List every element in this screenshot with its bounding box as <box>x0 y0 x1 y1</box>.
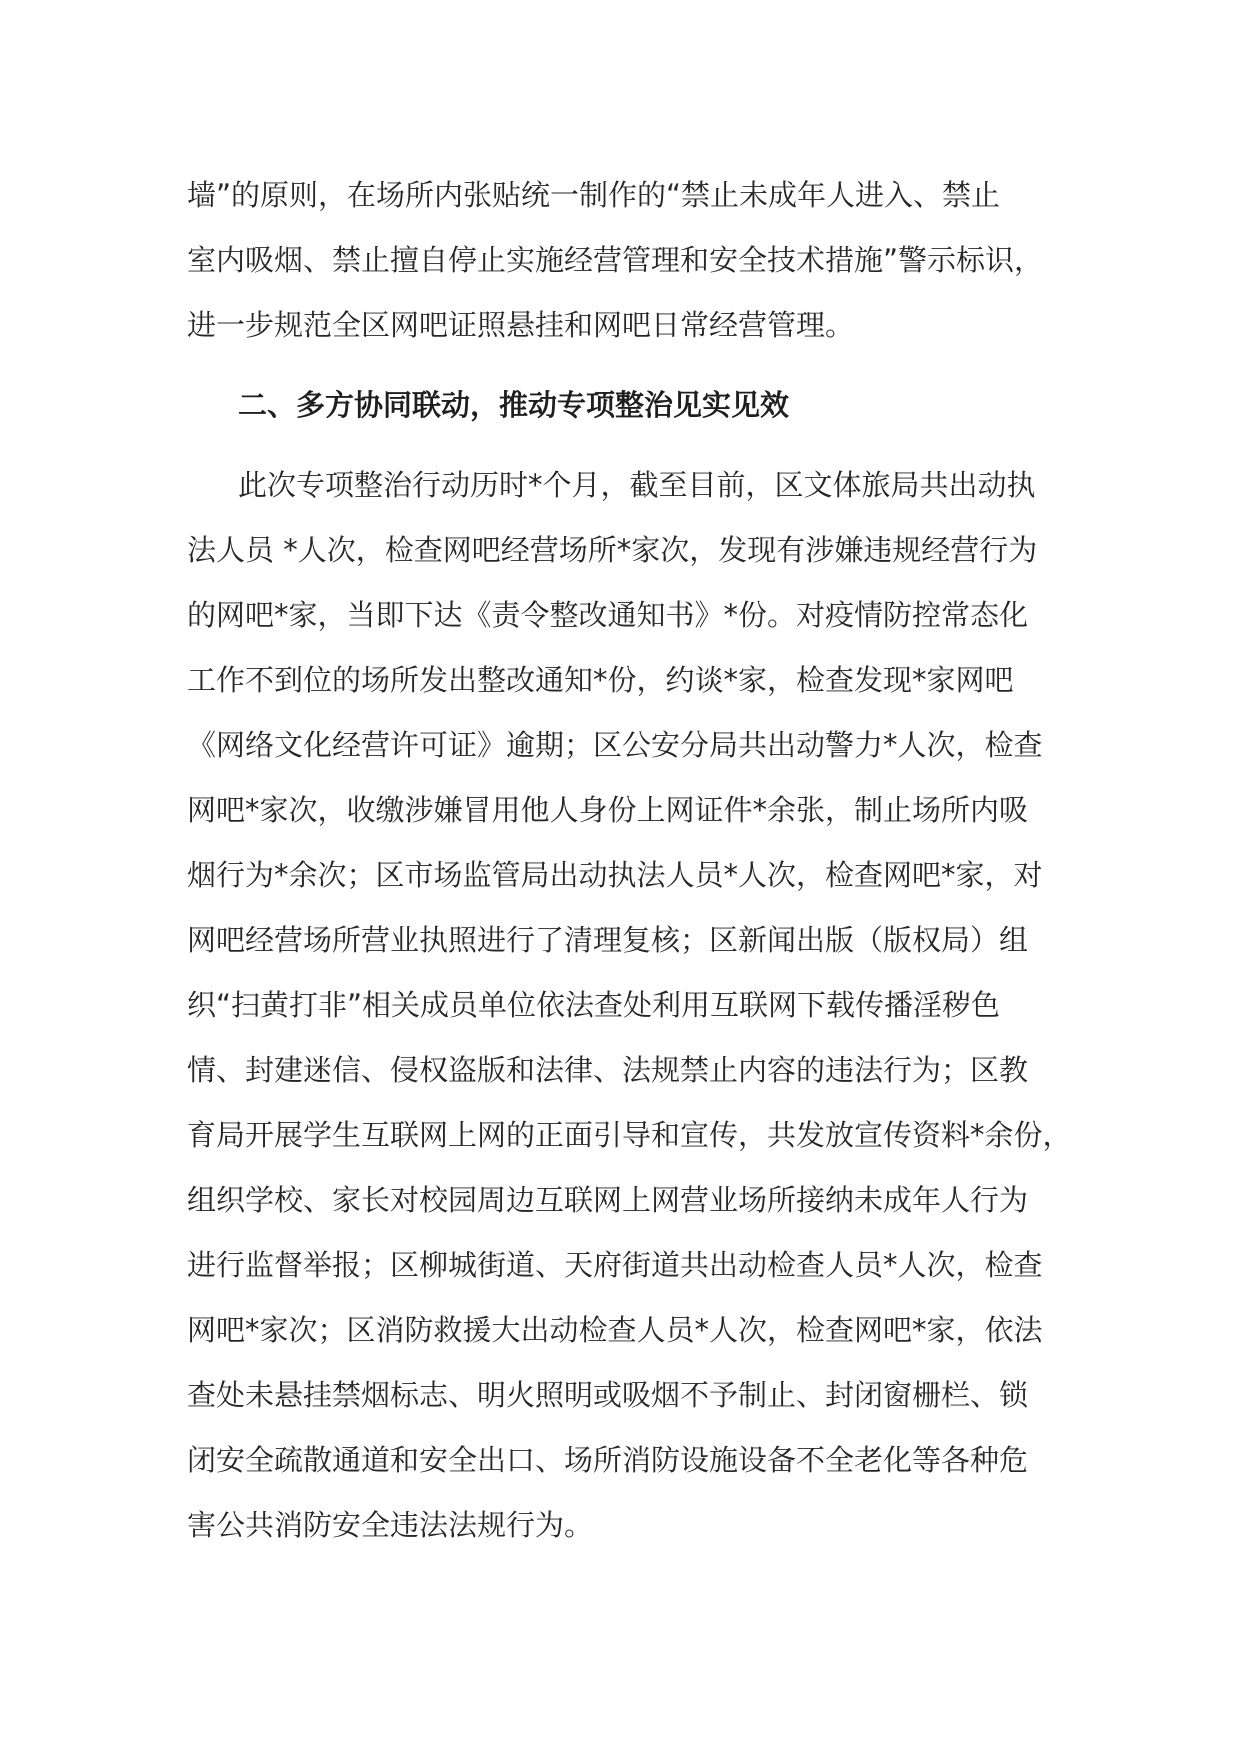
paragraph-line: 害公共消防安全违法法规行为。 <box>187 1508 594 1542</box>
paragraph-line: 闭安全疏散通道和安全出口、场所消防设施设备不全老化等各种危 <box>187 1443 1029 1477</box>
paragraph-1 <box>187 163 1073 358</box>
paragraph-line: 织“扫黄打非”相关成员单位依法查处利用互联网下载传播淫秽色 <box>187 988 1001 1022</box>
paragraph-line: 网吧经营场所营业执照进行了清理复核；区新闻出版（版权局）组 <box>187 923 1029 957</box>
paragraph-2 <box>187 453 1073 1558</box>
paragraph-line: 工作不到位的场所发出整改通知*份，约谈*家，检查发现*家网吧 <box>187 663 1014 697</box>
paragraph-line: 网吧*家次；区消防救援大出动检查人员*人次，检查网吧*家，依法 <box>187 1313 1043 1347</box>
paragraph-line: 室内吸烟、禁止擅自停止实施经营管理和安全技术措施”警示标识， <box>187 243 1044 277</box>
document-body <box>187 163 1073 1558</box>
paragraph-line: 法人员 *人次，检查网吧经营场所*家次，发现有涉嫌违规经营行为 <box>187 533 1038 567</box>
paragraph-line: 情、封建迷信、侵权盗版和法律、法规禁止内容的违法行为；区教 <box>187 1053 1029 1087</box>
paragraph-line: 进一步规范全区网吧证照悬挂和网吧日常经营管理。 <box>187 308 855 342</box>
paragraph-line: 烟行为*余次；区市场监管局出动执法人员*人次，检查网吧*家，对 <box>187 858 1043 892</box>
paragraph-line: 《网络文化经营许可证》逾期；区公安分局共出动警力*人次，检查 <box>187 728 1043 762</box>
paragraph-line: 此次专项整治行动历时*个月，截至目前，区文体旅局共出动执 <box>238 468 1036 502</box>
paragraph-line: 墙”的原则，在场所内张贴统一制作的“禁止未成年人进入、禁止 <box>187 178 1001 212</box>
paragraph-line: 查处未悬挂禁烟标志、明火照明或吸烟不予制止、封闭窗栅栏、锁 <box>187 1378 1029 1412</box>
paragraph-line: 网吧*家次，收缴涉嫌冒用他人身份上网证件*余张，制止场所内吸 <box>187 793 1029 827</box>
paragraph-line: 的网吧*家，当即下达《责令整改通知书》*份。对疫情防控常态化 <box>187 598 1029 632</box>
paragraph-line: 育局开展学生互联网上网的正面引导和宣传，共发放宣传资料*余份， <box>187 1118 1072 1152</box>
section-heading: 二、多方协同联动，推动专项整治见实见效 <box>238 388 790 422</box>
paragraph-line: 组织学校、家长对校园周边互联网上网营业场所接纳未成年人行为 <box>187 1183 1029 1217</box>
paragraph-line: 进行监督举报；区柳城街道、天府街道共出动检查人员*人次，检查 <box>187 1248 1043 1282</box>
